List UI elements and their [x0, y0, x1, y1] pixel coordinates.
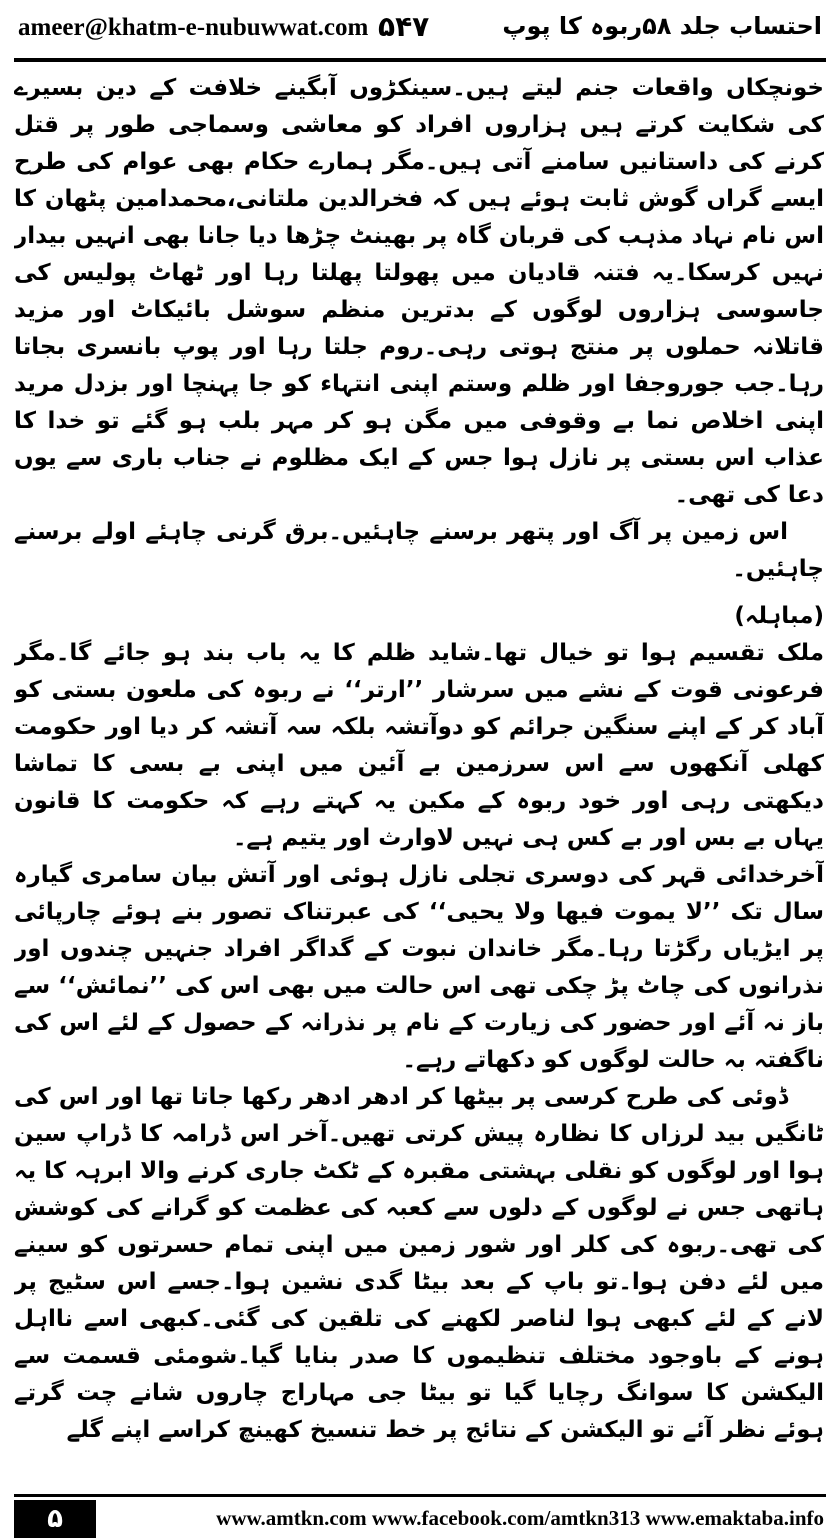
- paragraph-4: آخرخدائی قہر کی دوسری تجلی نازل ہوئی اور آتش بیان سامری گیارہ سال تک ’’لا یموت فیھا ولا یحیی‘‘ کی عبرتناک تصور بنے ہوئے چارپائی پر ایڑیاں رگڑتا رہا۔مگر خاندان نبوت کے گداگر افراد جنہیں چندوں اور نذرانوں کی چاٹ پڑ چکی تھی اس حالت میں بھی اس کی ’’نمائش‘‘ سے باز نہ آئے اور حضور کی زیارت کے نام پر نذرانہ کے حصول کے لئے اس کی ناگفتہ بہ حالت لوگوں کو دکھاتے رہے۔: [14, 862, 824, 1073]
- header-email: ameer@khatm-e-nubuwwat.com: [18, 14, 369, 41]
- page-footer: [0, 1494, 840, 1540]
- article-body: [14, 70, 824, 1490]
- footer-page-number: ۵: [14, 1500, 96, 1538]
- paragraph-5: ڈوئی کی طرح کرسی پر بیٹھا کر ادھر ادھر رکھا جاتا تھا اور اس کی ٹانگیں بید لرزاں کا نظارہ پیش کرتی تھیں۔آخر اس ڈرامہ کا ڈراپ سین ہوا اور لوگوں کو نقلی بہشتی مقبرہ کے ٹکٹ جاری کرنے والا ابرہہ کا یہ ہاتھی جس نے لوگوں کے دلوں سے کعبہ کی عظمت کو گرانے کی کوشش کی تھی۔ربوہ کی کلر اور شور زمین میں اپنی تمام حسرتوں کو سینے میں لئے دفن ہوا۔تو باپ کے بعد بیٹا گدی نشین ہوا۔جسے اس سٹیج پر لانے کے لئے کبھی ہوا لناصر لکھنے کی تلقین کی گئی۔کبھی اسے نااہل ہونے کے باوجود مختلف تنظیموں کا صدر بنایا گیا۔شومئی قسمت سے الیکشن کا سوانگ رچایا گیا تو بیٹا جی مہاراج چاروں شانے چت گرتے ہوئے نظر آئے تو الیکشن کے نتائج پر خط تنسیخ کھینچ کراسے اپنے گلے: [14, 1084, 824, 1443]
- paragraph-2-curse: اس زمین پر آگ اور پتھر برسنے چاہئیں۔برق گرنی چاہئے اولے برسنے چاہئیں۔: [14, 519, 824, 582]
- header-divider: [14, 58, 826, 62]
- paragraph-1: خونچکاں واقعات جنم لیتے ہیں۔سینکڑوں آبگینے خلافت کے دین بسیرے کی شکایت کرتے ہیں ہزاروں افراد کو معاشی وسماجی طور پر قتل کرنے کی داستانیں سامنے آتی ہیں۔مگر ہمارے حکام بھی عوام کی طرح ایسے گراں گوش ثابت ہوئے ہیں کہ فخرالدین ملتانی،محمدامین پٹھان کا اس نام نہاد مذہب کی قربان گاہ پر بھینٹ چڑھا دیا جانا بھی انہیں بیدار نہیں کرسکا۔یہ فتنہ قادیان میں پھولتا پھلتا رہا اور ٹھاٹ پولیس کی جاسوسی ہزاروں لوگوں کے بدترین منظم سوشل بائیکاٹ اور مزید قاتلانہ حملوں پر منتج ہوتی رہی۔روم جلتا رہا اور پوپ بانسری بجاتا رہا۔جب جوروجفا اور ظلم وستم اپنی انتہاء کو جا پہنچا اور بزدل مرید اپنی اخلاص نما بے وقوفی میں مگن ہو کر مہر بلب ہو گئے تو خدا کا عذاب اس بستی پر نازل ہوا جس کے ایک مظلوم نے جناب باری سے یوں دعا کی تھی۔: [14, 75, 824, 508]
- header-page-number: ۵۴۷: [378, 10, 430, 43]
- header-title: احتساب جلد ۵۸ربوہ کا پوپ: [502, 12, 822, 40]
- citation-label: (مباہلہ): [734, 603, 824, 629]
- footer-divider: [14, 1494, 826, 1497]
- paragraph-3: ملک تقسیم ہوا تو خیال تھا۔شاید ظلم کا یہ باب بند ہو جائے گا۔مگر فرعونی قوت کے نشے میں سرشار ’’ارتر‘‘ نے ربوہ کی ملعون بستی کو آباد کر کے اپنے سنگین جرائم کو دوآتشہ بلکہ سہ آتشہ کر دیا اور حکومت کھلی آنکھوں سے اس سرزمین بے آئین میں اپنی بے بسی کا تماشا دیکھتی رہی اور خود ربوہ کے مکین یہ کہتے رہے کہ حکومت کا قانون یہاں بے بس اور بے کس ہی نہیں لاوارث اور یتیم ہے۔: [14, 640, 824, 851]
- page-header: [0, 0, 840, 62]
- footer-urls: www.amtkn.com www.facebook.com/amtkn313 www.emaktaba.info: [216, 1506, 824, 1530]
